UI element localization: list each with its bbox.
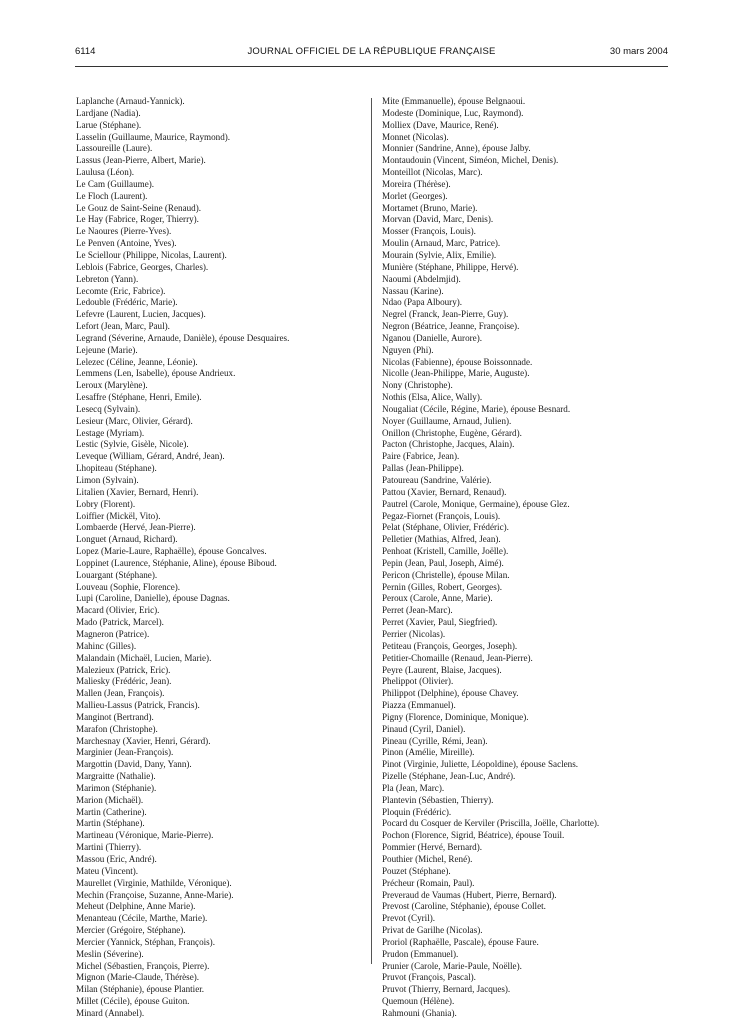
- name-entry: Lardjane (Nadia).: [76, 107, 141, 118]
- name-entry: Meslin (Séverine).: [76, 948, 144, 959]
- name-entry: Marginier (Jean-François).: [76, 747, 174, 758]
- name-entry: Pacton (Christophe, Jacques, Alain).: [382, 439, 515, 450]
- name-entry: Leblois (Fabrice, Georges, Charles).: [76, 261, 209, 272]
- name-entry: Margraitte (Nathalie).: [76, 771, 156, 782]
- name-entry: Louargant (Stéphane).: [76, 569, 158, 580]
- name-entry: Peyre (Laurent, Blaise, Jacques).: [382, 664, 502, 675]
- name-entry: Lopez (Marie-Laure, Raphaëlle), épouse Goncalves.: [76, 546, 267, 557]
- name-entry: Litalien (Xavier, Bernard, Henri).: [76, 486, 199, 497]
- name-entry: Patoureau (Sandrine, Valérie).: [382, 475, 492, 485]
- name-entry: Pautrel (Carole, Monique, Germaine), épouse Glez.: [382, 498, 570, 509]
- name-entry: Marchesnay (Xavier, Henri, Gérard).: [76, 735, 211, 746]
- name-entry: Malezieux (Patrick, Eric).: [76, 664, 171, 675]
- name-entry: Martin (Catherine).: [76, 806, 147, 817]
- name-entry: Munière (Stéphane, Philippe, Hervé).: [382, 261, 519, 272]
- name-entry: Pocard du Cosquer de Kerviler (Priscilla, Joëlle, Charlotte).: [382, 818, 600, 829]
- name-entry: Modeste (Dominique, Luc, Raymond).: [382, 107, 524, 118]
- name-entry: Nougaliat (Cécile, Régine, Marie), épouse Besnard.: [382, 403, 571, 414]
- name-entry: Martineau (Véronique, Marie-Pierre).: [76, 830, 214, 841]
- name-entry: Michel (Sébastien, François, Pierre).: [76, 960, 210, 971]
- name-entry: Ndao (Papa Alboury).: [382, 297, 463, 308]
- name-entry: Minard (Annabel).: [76, 1007, 145, 1018]
- name-entry: Moulin (Arnaud, Marc, Patrice).: [382, 238, 501, 249]
- name-entry: Lesieur (Marc, Olivier, Gérard).: [76, 415, 193, 426]
- name-entry: Mercier (Grégoire, Stéphane).: [76, 925, 186, 936]
- name-entry: Pattou (Xavier, Bernard, Renaud).: [382, 486, 507, 497]
- name-entry: Pegaz-Fiornet (François, Louis).: [382, 510, 501, 521]
- name-entry: Le Cam (Guillaume).: [76, 178, 155, 189]
- name-entry: Pigny (Florence, Dominique, Monique).: [382, 711, 529, 722]
- name-entry: Pochon (Florence, Sigrid, Béatrice), épouse Touil.: [382, 830, 565, 841]
- name-entry: Petitier-Chomaille (Renaud, Jean-Pierre).: [382, 652, 533, 663]
- name-entry: Menanteau (Cécile, Marthe, Marie).: [76, 913, 208, 924]
- name-entry: Mourain (Sylvie, Alix, Emilie).: [382, 249, 497, 260]
- column-divider: [371, 98, 372, 964]
- name-entry: Le Sciellour (Philippe, Nicolas, Laurent).: [76, 249, 227, 260]
- name-entry: Lasselin (Guillaume, Maurice, Raymond).: [76, 131, 231, 142]
- name-entry: Quemoun (Hélène).: [382, 996, 455, 1007]
- name-entry: Molliex (Dave, Maurice, René).: [382, 119, 499, 130]
- name-entry: Prudon (Emmanuel).: [382, 948, 459, 959]
- header-rule: [75, 66, 668, 67]
- name-entry: Précheur (Romain, Paul).: [382, 877, 475, 888]
- name-entry: Perrier (Nicolas).: [382, 628, 446, 639]
- name-entry: Proriol (Raphaëlle, Pascale), épouse Faure.: [382, 936, 539, 947]
- name-entry: Mosser (François, Louis).: [382, 226, 476, 237]
- name-entry: Pouzet (Stéphane).: [382, 865, 451, 876]
- name-entry: Massou (Eric, André).: [76, 854, 157, 864]
- name-entry: Lefevre (Laurent, Lucien, Jacques).: [76, 309, 206, 320]
- name-entry: Montaudouin (Vincent, Siméon, Michel, Denis).: [382, 155, 559, 166]
- name-entry: Nicolle (Jean-Philippe, Marie, Auguste).: [382, 368, 530, 379]
- name-entry: Malandain (Michaël, Lucien, Marie).: [76, 652, 212, 663]
- name-entry: Pruvot (Thierry, Bernard, Jacques).: [382, 984, 511, 995]
- name-entry: Phelippot (Olivier).: [382, 676, 454, 687]
- name-entry: Lhopiteau (Stéphane).: [76, 463, 157, 474]
- name-entry: Ledouble (Frédéric, Marie).: [76, 297, 178, 308]
- name-entry: Lelezec (Céline, Jeanne, Léonie).: [76, 356, 198, 367]
- name-entry: Naoumi (Abdelmjid).: [382, 273, 461, 284]
- name-entry: Pizelle (Stéphane, Jean-Luc, André).: [382, 771, 516, 782]
- name-entry: Pallas (Jean-Philippe).: [382, 463, 464, 474]
- name-entry: Lesaffre (Stéphane, Henri, Emile).: [76, 392, 202, 403]
- name-entry: Noyer (Guillaume, Arnaud, Julien).: [382, 415, 512, 426]
- name-entry: Pruvot (François, Pascal).: [382, 972, 476, 983]
- name-entry: Pinaud (Cyril, Daniel).: [382, 723, 466, 734]
- name-entry: Lemmens (Len, Isabelle), épouse Andrieux.: [76, 368, 236, 379]
- name-entry: Mado (Patrick, Marcel).: [76, 617, 164, 628]
- name-entry: Paire (Fabrice, Jean).: [382, 451, 460, 462]
- name-entry: Macard (Olivier, Eric).: [76, 605, 160, 616]
- name-entry: Nicolas (Fabienne), épouse Boissonnade.: [382, 356, 533, 367]
- name-entry: Pelat (Stéphane, Olivier, Frédéric).: [382, 522, 509, 533]
- name-entry: Le Floch (Laurent).: [76, 190, 148, 201]
- name-entry: Philippot (Delphine), épouse Chavey.: [382, 688, 519, 699]
- name-entry: Martin (Stéphane).: [76, 818, 145, 829]
- name-entry: Magneron (Patrice).: [76, 628, 150, 639]
- name-entry: Monteillot (Nicolas, Marc).: [382, 167, 483, 178]
- name-entry: Legrand (Séverine, Arnaude, Danièle), épouse Desquaires.: [76, 332, 290, 343]
- name-entry: Maurellet (Virginie, Mathilde, Véronique).: [76, 877, 232, 888]
- name-entry: Monnet (Nicolas).: [382, 131, 449, 142]
- name-entry: Leveque (William, Gérard, André, Jean).: [76, 451, 225, 462]
- name-entry: Nothis (Elsa, Alice, Wally).: [382, 392, 483, 403]
- name-entry: Lombaerde (Hervé, Jean-Pierre).: [76, 522, 196, 533]
- name-entry: Plantevin (Sébastien, Thierry).: [382, 794, 494, 805]
- name-entry: Loppinet (Laurence, Stéphanie, Aline), épouse Biboud.: [76, 557, 277, 568]
- name-entry: Lejeune (Marie).: [76, 344, 138, 355]
- name-entry: Prevot (Cyril).: [382, 913, 436, 924]
- name-entry: Lefort (Jean, Marc, Paul).: [76, 321, 170, 332]
- name-entry: Mortamet (Bruno, Marie).: [382, 202, 478, 213]
- name-entry: Lestic (Sylvie, Gisèle, Nicole).: [76, 439, 189, 450]
- name-entry: Manginot (Bertrand).: [76, 711, 154, 722]
- name-entry: Perret (Xavier, Paul, Siegfried).: [382, 617, 498, 628]
- right-name-column: [382, 96, 672, 1020]
- name-entry: Nguyen (Phi).: [382, 344, 434, 355]
- name-entry: Pla (Jean, Marc).: [382, 782, 445, 793]
- name-entry: Le Naoures (Pierre-Yves).: [76, 226, 172, 237]
- name-entry: Morvan (David, Marc, Denis).: [382, 214, 494, 225]
- name-entry: Nganou (Danielle, Aurore).: [382, 332, 482, 343]
- name-entry: Prevost (Caroline, Stéphanie), épouse Collet.: [382, 901, 546, 912]
- name-entry: Perret (Jean-Marc).: [382, 605, 453, 616]
- name-entry: Prunier (Carole, Marie-Paule, Noëlle).: [382, 960, 522, 971]
- name-entry: Mateu (Vincent).: [76, 865, 139, 876]
- name-entry: Mallieu-Lassus (Patrick, Francis).: [76, 700, 200, 711]
- name-entry: Pericon (Christelle), épouse Milan.: [382, 569, 510, 580]
- name-entry: Louveau (Sophie, Florence).: [76, 581, 181, 592]
- name-entry: Martini (Thierry).: [76, 842, 142, 853]
- name-entry: Pouthier (Michel, René).: [382, 854, 473, 864]
- name-entry: Ploquin (Frédéric).: [382, 806, 452, 817]
- name-entry: Lobry (Florent).: [76, 498, 136, 509]
- name-entry: Pommier (Hervé, Bernard).: [382, 842, 482, 853]
- name-entry: Le Hay (Fabrice, Roger, Thierry).: [76, 214, 199, 225]
- name-entry: Penhoat (Kristell, Camille, Joëlle).: [382, 546, 509, 557]
- page-header: [75, 46, 668, 60]
- name-entry: Morlet (Georges).: [382, 190, 448, 201]
- name-entry: Lestage (Myriam).: [76, 427, 145, 438]
- name-entry: Peroux (Carole, Anne, Marie).: [382, 593, 493, 604]
- left-name-column: [76, 96, 366, 1020]
- name-entry: Milan (Stéphanie), épouse Plantier.: [76, 984, 205, 995]
- name-entry: Meheut (Delphine, Anne Marie).: [76, 901, 196, 912]
- name-entry: Negrel (Franck, Jean-Pierre, Guy).: [382, 309, 509, 320]
- name-entry: Limon (Sylvain).: [76, 475, 139, 485]
- name-entry: Loiffier (Mickël, Vito).: [76, 510, 161, 521]
- name-entry: Le Penven (Antoine, Yves).: [76, 238, 177, 249]
- name-entry: Petiteau (François, Georges, Joseph).: [382, 640, 518, 651]
- name-entry: Lassus (Jean-Pierre, Albert, Marie).: [76, 155, 206, 166]
- name-entry: Pinon (Amélie, Mireille).: [382, 747, 475, 758]
- name-entry: Preveraud de Vaumas (Hubert, Pierre, Bernard).: [382, 889, 557, 900]
- name-entry: Longuet (Arnaud, Richard).: [76, 534, 178, 545]
- name-entry: Negron (Béatrice, Jeanne, Françoise).: [382, 321, 520, 332]
- name-entry: Laulusa (Léon).: [76, 167, 135, 178]
- name-entry: Pelletier (Mathias, Alfred, Jean).: [382, 534, 501, 545]
- issue-date: 30 mars 2004: [609, 46, 668, 57]
- name-entry: Maliesky (Frédéric, Jean).: [76, 676, 172, 687]
- name-entry: Mechin (Françoise, Suzanne, Anne-Marie).: [76, 889, 234, 900]
- name-entry: Pepin (Jean, Paul, Joseph, Aimé).: [382, 557, 504, 568]
- name-entry: Lassoureille (Laure).: [76, 143, 153, 154]
- name-entry: Rahmouni (Ghania).: [382, 1007, 457, 1018]
- name-entry: Marimon (Stéphanie).: [76, 782, 157, 793]
- name-entry: Lesecq (Sylvain).: [76, 403, 141, 414]
- name-entry: Marion (Michaël).: [76, 794, 144, 805]
- name-entry: Piazza (Emmanuel).: [382, 700, 456, 711]
- name-entry: Laplanche (Arnaud-Yannick).: [76, 96, 185, 106]
- name-entry: Larue (Stéphane).: [76, 119, 142, 130]
- name-entry: Mahinc (Gilles).: [76, 640, 137, 651]
- name-entry: Marafon (Christophe).: [76, 723, 158, 734]
- name-entry: Privat de Garilhe (Nicolas).: [382, 925, 483, 936]
- name-entry: Lecomte (Eric, Fabrice).: [76, 285, 166, 296]
- name-entry: Monnier (Sandrine, Anne), épouse Jalby.: [382, 143, 531, 154]
- name-entry: Moreira (Thérèse).: [382, 178, 451, 189]
- name-entry: Mite (Emmanuelle), épouse Belgnaoui.: [382, 96, 526, 106]
- page-number: 6114: [75, 46, 96, 57]
- name-entry: Pinot (Virginie, Juliette, Léopoldine), épouse Saclens.: [382, 759, 579, 770]
- name-entry: Leroux (Marylène).: [76, 380, 148, 391]
- name-entry: Mignon (Marie-Claude, Thérèse).: [76, 972, 200, 983]
- name-entry: Pineau (Cyrille, Rémi, Jean).: [382, 735, 488, 746]
- name-entry: Nassau (Karine).: [382, 285, 444, 296]
- name-entry: Margottin (David, Dany, Yann).: [76, 759, 192, 770]
- name-entry: Lupi (Caroline, Danielle), épouse Dagnas.: [76, 593, 230, 604]
- name-entry: Millet (Cécile), épouse Guiton.: [76, 996, 190, 1007]
- name-entry: Nony (Christophe).: [382, 380, 453, 391]
- name-entry: Lebreton (Yann).: [76, 273, 139, 284]
- name-entry: Le Gouz de Saint-Seine (Renaud).: [76, 202, 201, 213]
- name-entry: Pernin (Gilles, Robert, Georges).: [382, 581, 503, 592]
- name-entry: Onillon (Christophe, Eugène, Gérard).: [382, 427, 522, 438]
- name-entry: Mallen (Jean, François).: [76, 688, 165, 699]
- name-entry: Mercier (Yannick, Stéphan, François).: [76, 936, 215, 947]
- journal-title: JOURNAL OFFICIEL DE LA RÉPUBLIQUE FRANÇAISE: [247, 46, 496, 57]
